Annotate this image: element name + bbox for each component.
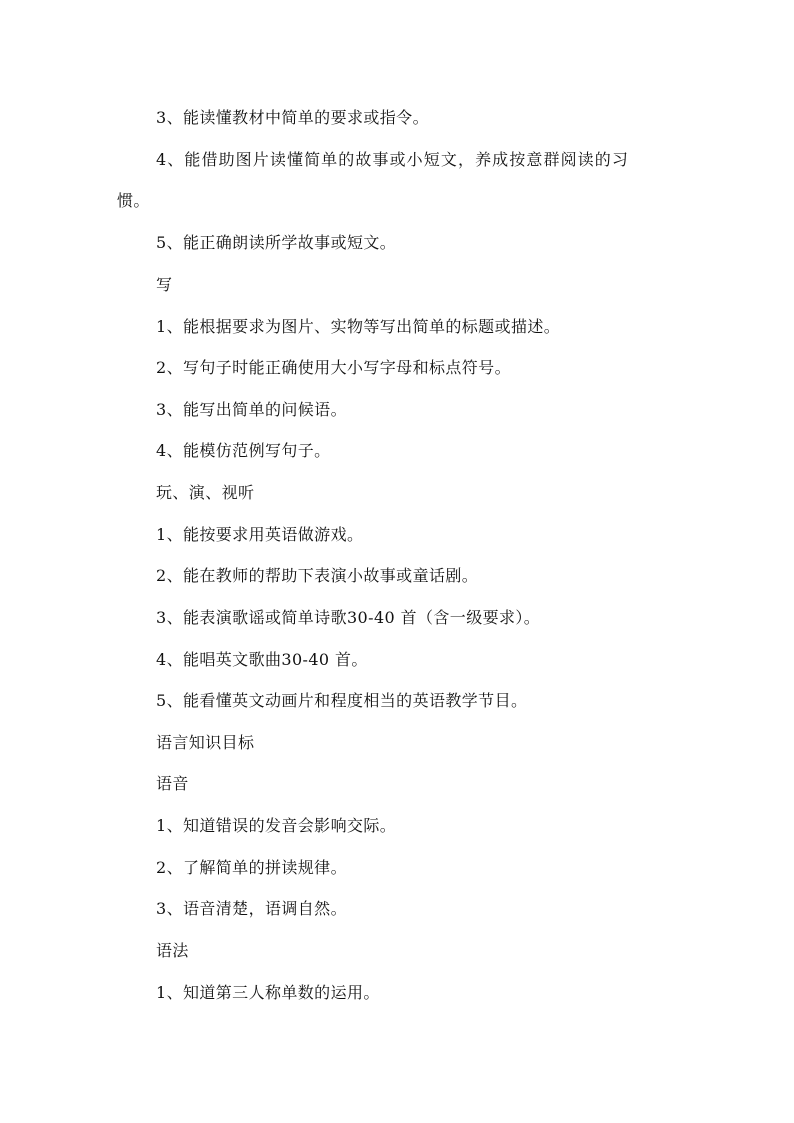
- text-line: 3、能写出简单的问候语。: [156, 400, 347, 419]
- text-line: 4、能模仿范例写句子。: [156, 441, 331, 460]
- text-line: 2、能在教师的帮助下表演小故事或童话剧。: [156, 566, 479, 585]
- text-line: 3、能表演歌谣或简单诗歌30-40 首（含一级要求）。: [156, 608, 541, 627]
- text-line: 2、写句子时能正确使用大小写字母和标点符号。: [156, 358, 511, 377]
- text-line: 1、知道错误的发音会影响交际。: [156, 816, 397, 835]
- text-line: 4、能借助图片读懂简单的故事或小短文，养成按意群阅读的习: [156, 150, 629, 169]
- section-heading: 语音: [156, 774, 189, 793]
- text-line: 1、知道第三人称单数的运用。: [156, 983, 380, 1002]
- text-line: 惯。: [117, 191, 150, 210]
- text-line: 3、语音清楚，语调自然。: [156, 899, 347, 918]
- text-line: 5、能看懂英文动画片和程度相当的英语教学节目。: [156, 691, 528, 710]
- text-line: 3、能读懂教材中简单的要求或指令。: [156, 108, 429, 127]
- section-heading: 语法: [156, 941, 189, 960]
- text-line: 4、能唱英文歌曲30-40 首。: [156, 650, 368, 669]
- text-line: 5、能正确朗读所学故事或短文。: [156, 233, 397, 252]
- section-heading: 语言知识目标: [156, 733, 255, 752]
- text-line: 2、了解简单的拼读规律。: [156, 858, 347, 877]
- section-heading: 写: [156, 275, 173, 294]
- text-line: 1、能按要求用英语做游戏。: [156, 525, 364, 544]
- text-line: 1、能根据要求为图片、实物等写出简单的标题或描述。: [156, 317, 561, 336]
- section-heading: 玩、演、视听: [156, 483, 255, 502]
